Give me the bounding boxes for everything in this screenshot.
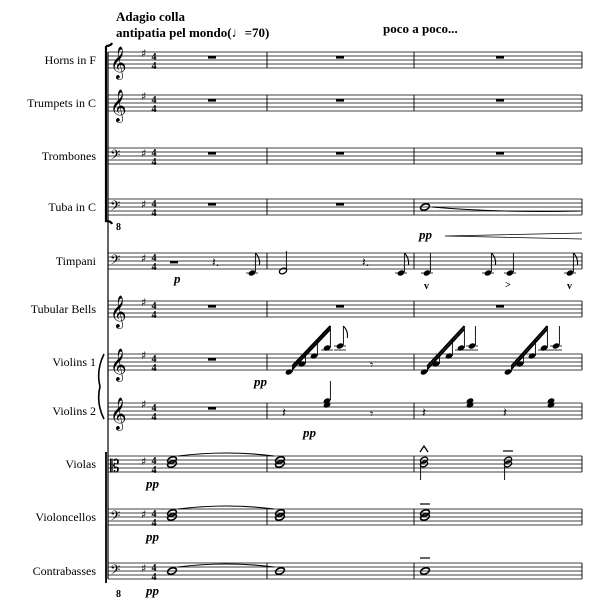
violas-alto-clef-icon: 𝄡	[110, 457, 120, 477]
violins-1-dynamic-pp: pp	[254, 374, 267, 389]
contrabass-ottava-mark: 8	[116, 589, 121, 600]
trombones-sharp-icon: ♯	[141, 147, 147, 160]
contrabasses-label: Contrabasses	[32, 564, 96, 578]
tuba-ottava-mark: 8	[116, 222, 121, 233]
trumpets-in-c-sharp-icon: ♯	[141, 90, 147, 103]
timpani-rest-icon: 𝄽.	[362, 255, 370, 269]
timpani-sharp-icon: ♯	[141, 252, 147, 265]
tempo-marking-line1: Adagio colla	[116, 9, 185, 24]
violas-marcato-icon	[420, 446, 428, 452]
contrabasses-time-signature-bottom: 4	[151, 572, 157, 583]
timpani-flag	[573, 253, 577, 265]
trumpets-in-c-whole-rest	[336, 99, 344, 102]
violins-1-treble-clef-icon: 𝄞	[110, 348, 127, 381]
violins-2-rest-icon: 𝄽	[503, 406, 507, 421]
violins-2-time-signature-top: 4	[151, 403, 157, 414]
tuba-in-c-bass-clef-icon: 𝄢	[110, 198, 121, 217]
trumpets-in-c-whole-rest	[496, 99, 504, 102]
violins-1-run-beam	[427, 326, 464, 366]
horns-in-f-sharp-icon: ♯	[141, 47, 147, 60]
timpani-flag	[404, 253, 408, 265]
trombones-whole-rest	[336, 152, 344, 155]
timpani-time-signature-bottom: 4	[151, 262, 157, 273]
tie	[178, 564, 274, 567]
violoncellos-dynamic-pp: pp	[146, 529, 159, 544]
timpani-marcato-icon: v	[567, 281, 572, 292]
timpani-rest-icon: 𝄽.	[212, 255, 220, 269]
timpani-flag	[491, 253, 495, 265]
timpani-dynamic-p: p	[174, 271, 181, 286]
timpani-flag	[255, 253, 259, 265]
timpani-time-signature-top: 4	[151, 253, 157, 264]
trumpets-in-c-time-signature-bottom: 4	[151, 104, 157, 115]
violins-1-eighth-rest-icon: 𝄾	[370, 358, 374, 372]
trumpets-in-c-time-signature-top: 4	[151, 95, 157, 106]
timpani-bass-clef-icon: 𝄢	[110, 252, 121, 271]
trumpets-in-c-treble-clef-icon: 𝄞	[110, 89, 127, 122]
violins-1-label: Violins 1	[52, 355, 96, 369]
horns-in-f-label: Horns in F	[44, 53, 96, 67]
contrabasses-time-signature-top: 4	[151, 563, 157, 574]
violoncellos-bass-clef-icon: 𝄢	[110, 508, 121, 527]
tuba-dynamic-pp: pp	[419, 227, 432, 242]
violoncellos-time-signature-bottom: 4	[151, 518, 157, 529]
violoncellos-sharp-icon: ♯	[141, 508, 147, 521]
violins-1-time-signature-bottom: 4	[151, 363, 157, 374]
tuba-in-c-sharp-icon: ♯	[141, 198, 147, 211]
horns-in-f-whole-rest	[208, 56, 216, 59]
tuba-crescendo-hairpin	[445, 233, 582, 239]
tubular-bells-sharp-icon: ♯	[141, 296, 147, 309]
contrabasses-dynamic-pp: pp	[146, 583, 159, 598]
timpani-label: Timpani	[55, 254, 96, 268]
horns-in-f-whole-rest	[336, 56, 344, 59]
tubular-bells-time-signature-top: 4	[151, 301, 157, 312]
violas-time-signature-bottom: 4	[151, 465, 157, 476]
violins-2-label: Violins 2	[52, 404, 96, 418]
violins-1-run-beam	[511, 326, 547, 366]
violin-brace	[99, 354, 104, 419]
violas-label: Violas	[65, 457, 96, 471]
violins-2-rest-icon: 𝄽	[282, 406, 286, 421]
tubular-bells-time-signature-bottom: 4	[151, 310, 157, 321]
tempo-marking-poco-a-poco: poco a poco...	[383, 21, 458, 36]
timpani-accent-icon: >	[505, 280, 511, 291]
trombones-label: Trombones	[41, 149, 96, 163]
tuba-in-c-time-signature-bottom: 4	[151, 208, 157, 219]
violins-2-whole-rest	[208, 407, 216, 410]
tubular-bells-whole-rest	[336, 305, 344, 308]
horns-in-f-treble-clef-icon: 𝄞	[110, 46, 127, 79]
tubular-bells-whole-rest	[496, 305, 504, 308]
timpani-half-rest	[170, 261, 178, 263]
trumpets-in-c-whole-rest	[208, 99, 216, 102]
horns-in-f-time-signature-bottom: 4	[151, 61, 157, 72]
tie	[178, 453, 274, 456]
violas-dynamic-pp: pp	[146, 476, 159, 491]
tuba-in-c-label: Tuba in C	[48, 200, 96, 214]
timpani-marcato-icon: v	[424, 281, 429, 292]
violins-1-time-signature-top: 4	[151, 354, 157, 365]
violins-2-dynamic-pp: pp	[303, 425, 316, 440]
violas-sharp-icon: ♯	[141, 455, 147, 468]
violas-time-signature-top: 4	[151, 456, 157, 467]
tubular-bells-treble-clef-icon: 𝄞	[110, 295, 127, 328]
horns-in-f-whole-rest	[496, 56, 504, 59]
violoncellos-label: Violoncellos	[35, 510, 96, 524]
violins-2-rest-icon: 𝄽	[422, 406, 426, 421]
contrabasses-sharp-icon: ♯	[141, 562, 147, 575]
violoncellos-time-signature-top: 4	[151, 509, 157, 520]
contrabasses-bass-clef-icon: 𝄢	[110, 562, 121, 581]
violins-1-sharp-icon: ♯	[141, 349, 147, 362]
tubular-bells-whole-rest	[208, 305, 216, 308]
tubular-bells-label: Tubular Bells	[30, 302, 96, 316]
violins-1-run-beam	[292, 326, 330, 366]
trombones-time-signature-bottom: 4	[151, 157, 157, 168]
violins-2-sharp-icon: ♯	[141, 398, 147, 411]
tempo-marking-line2: antipatia pel mondo(♩=70)	[116, 25, 270, 40]
trombones-bass-clef-icon: 𝄢	[110, 147, 121, 166]
tuba-in-c-whole-rest	[208, 203, 216, 206]
trombones-whole-rest	[496, 152, 504, 155]
trombones-whole-rest	[208, 152, 216, 155]
violins-2-treble-clef-icon: 𝄞	[110, 397, 127, 430]
tie	[178, 506, 274, 509]
violins-2-time-signature-bottom: 4	[151, 412, 157, 423]
tuba-in-c-whole-rest	[336, 203, 344, 206]
violins-1-whole-rest	[208, 358, 216, 361]
horns-in-f-time-signature-top: 4	[151, 52, 157, 63]
trombones-time-signature-top: 4	[151, 148, 157, 159]
tuba-in-c-time-signature-top: 4	[151, 199, 157, 210]
violins-1-flag	[343, 326, 347, 338]
violins-2-eighth-rest-icon: 𝄾	[370, 407, 374, 421]
trumpets-in-c-label: Trumpets in C	[27, 96, 96, 110]
